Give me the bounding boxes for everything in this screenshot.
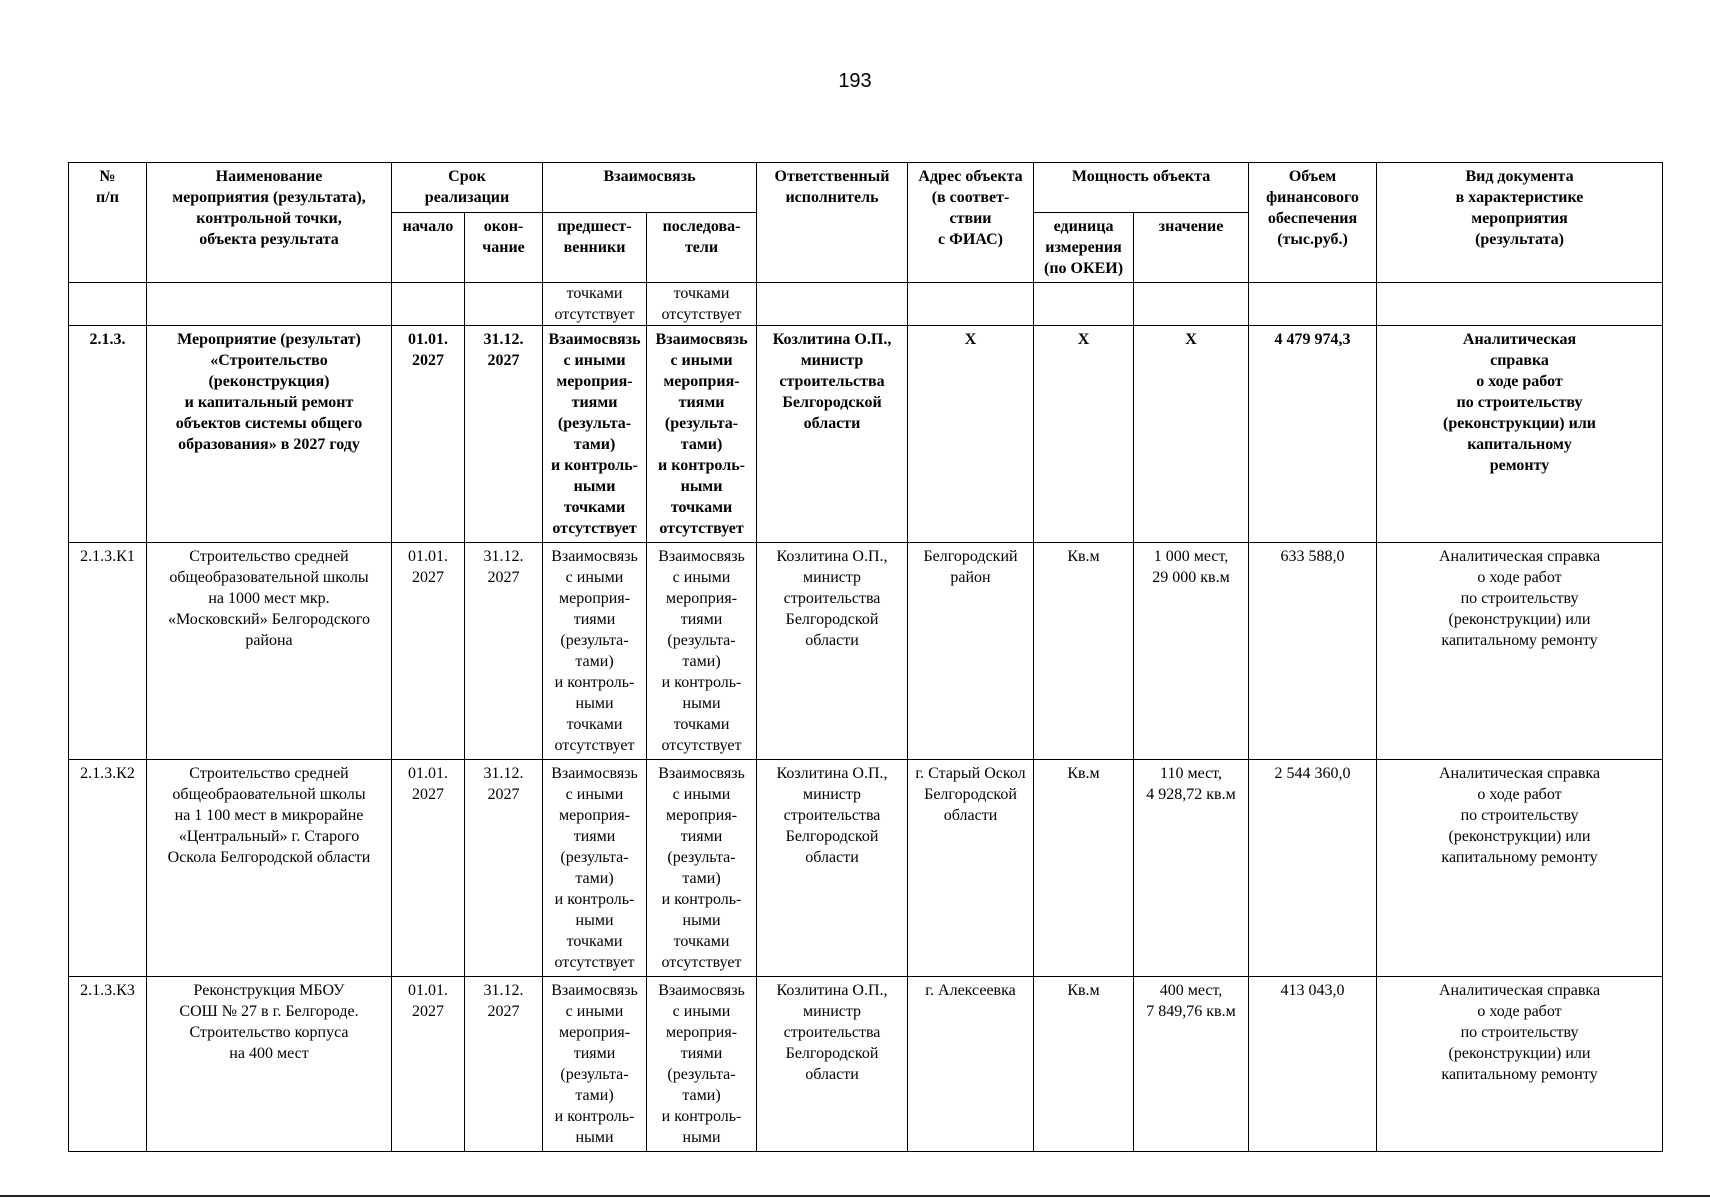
cell-funding: 4 479 974,3 xyxy=(1249,326,1377,543)
header-name: Наименование мероприятия (результата), контрольной точки, объекта результата xyxy=(147,163,392,283)
table-row xyxy=(69,760,1663,977)
cell-next: точками отсутствует xyxy=(647,283,757,326)
cell-empty xyxy=(757,283,908,326)
cell-empty xyxy=(1249,283,1377,326)
cell-unit: Кв.м xyxy=(1034,543,1134,760)
cell-name: Реконструкция МБОУ СОШ № 27 в г. Белгороде. Строительство корпуса на 400 мест xyxy=(147,977,392,1152)
cell-unit: Кв.м xyxy=(1034,977,1134,1152)
cell-next: Взаимосвязь с иными мероприя- тиями (результа- тами) и контроль- ными точками отсутствует xyxy=(647,543,757,760)
cell-prev: Взаимосвязь с иными мероприя- тиями (результа- тами) и контроль- ными точками отсутствует xyxy=(543,326,647,543)
cell-next: Взаимосвязь с иными мероприя- тиями (результа- тами) и контроль- ными точками отсутствует xyxy=(647,326,757,543)
cell-value: 1 000 мест, 29 000 кв.м xyxy=(1134,543,1249,760)
cell-next: Взаимосвязь с иными мероприя- тиями (результа- тами) и контроль- ными точками отсутствует xyxy=(647,760,757,977)
cell-name: Строительство средней общеобраовательной школы на 1 100 мест в микрорайне «Центральный» г. Старого Оскола Белгородской области xyxy=(147,760,392,977)
header-capacity-unit: единица измерения (по ОКЕИ) xyxy=(1034,213,1134,283)
cell-doc: Аналитическая справка о ходе работ по строительству (реконструкции) или капитальному ремонту xyxy=(1377,760,1663,977)
cell-value: 400 мест, 7 849,76 кв.м xyxy=(1134,977,1249,1152)
header-relation-prev: предшест- венники xyxy=(543,213,647,283)
cell-empty xyxy=(908,283,1034,326)
header-funding: Объем финансового обеспечения (тыс.руб.) xyxy=(1249,163,1377,283)
cell-funding: 2 544 360,0 xyxy=(1249,760,1377,977)
cell-empty xyxy=(69,283,147,326)
cell-empty xyxy=(1377,283,1663,326)
cell-address: г. Старый Оскол Белгородской области xyxy=(908,760,1034,977)
header-num: № п/п xyxy=(69,163,147,283)
header-capacity: Мощность объекта xyxy=(1034,163,1249,213)
cell-prev: Взаимосвязь с иными мероприя- тиями (результа- тами) и контроль- ными точками отсутствует xyxy=(543,543,647,760)
cell-end: 31.12. 2027 xyxy=(465,760,543,977)
cell-value: 110 мест, 4 928,72 кв.м xyxy=(1134,760,1249,977)
cell-executor: Козлитина О.П., министр строительства Белгородской области xyxy=(757,326,908,543)
cell-end: 31.12. 2027 xyxy=(465,977,543,1152)
cell-name: Мероприятие (результат) «Строительство (реконструкция) и капитальный ремонт объектов системы общего образования» в 2027 году xyxy=(147,326,392,543)
header-doc-type: Вид документа в характеристике мероприятия (результата) xyxy=(1377,163,1663,283)
cell-name: Строительство средней общеобразовательной школы на 1000 мест мкр. «Московский» Белгородского района xyxy=(147,543,392,760)
cell-end: 31.12. 2027 xyxy=(465,326,543,543)
cell-num: 2.1.3. xyxy=(69,326,147,543)
table-row xyxy=(69,977,1663,1152)
table-row xyxy=(69,326,1663,543)
header-address: Адрес объекта (в соответ- ствии с ФИАС) xyxy=(908,163,1034,283)
page-number: 193 xyxy=(838,70,872,92)
cell-start: 01.01. 2027 xyxy=(392,543,465,760)
cell-prev: Взаимосвязь с иными мероприя- тиями (результа- тами) и контроль- ными точками отсутствует xyxy=(543,760,647,977)
cell-executor: Козлитина О.П., министр строительства Белгородской области xyxy=(757,977,908,1152)
cell-empty xyxy=(465,283,543,326)
cell-doc: Аналитическая справка о ходе работ по строительству (реконструкции) или капитальному ремонту xyxy=(1377,977,1663,1152)
cell-num: 2.1.3.К3 xyxy=(69,977,147,1152)
cell-empty xyxy=(392,283,465,326)
activities-table xyxy=(68,162,1663,1152)
cell-prev: Взаимосвязь с иными мероприя- тиями (результа- тами) и контроль- ными xyxy=(543,977,647,1152)
table-row xyxy=(69,543,1663,760)
cell-doc: Аналитическая справка о ходе работ по строительству (реконструкции) или капитальному ремонту xyxy=(1377,543,1663,760)
cell-funding: 633 588,0 xyxy=(1249,543,1377,760)
cell-end: 31.12. 2027 xyxy=(465,543,543,760)
header-term-start: начало xyxy=(392,213,465,283)
cell-funding: 413 043,0 xyxy=(1249,977,1377,1152)
cell-start: 01.01. 2027 xyxy=(392,326,465,543)
cell-empty xyxy=(1034,283,1134,326)
header-relation-next: последова- тели xyxy=(647,213,757,283)
cell-address: Х xyxy=(908,326,1034,543)
cell-doc: Аналитическая справка о ходе работ по строительству (реконструкции) или капитальному ремонту xyxy=(1377,326,1663,543)
cell-next: Взаимосвязь с иными мероприя- тиями (результа- тами) и контроль- ными xyxy=(647,977,757,1152)
scan-edge-line xyxy=(0,1195,1710,1197)
cell-num: 2.1.3.К1 xyxy=(69,543,147,760)
cell-empty xyxy=(147,283,392,326)
cell-executor: Козлитина О.П., министр строительства Белгородской области xyxy=(757,543,908,760)
cell-num: 2.1.3.К2 xyxy=(69,760,147,977)
cell-value: Х xyxy=(1134,326,1249,543)
cell-prev: точками отсутствует xyxy=(543,283,647,326)
header-capacity-value: значение xyxy=(1134,213,1249,283)
header-executor: Ответственный исполнитель xyxy=(757,163,908,283)
cell-address: Белгородский район xyxy=(908,543,1034,760)
continuation-row xyxy=(69,283,1663,326)
header-relation: Взаимосвязь xyxy=(543,163,757,213)
cell-unit: Кв.м xyxy=(1034,760,1134,977)
cell-start: 01.01. 2027 xyxy=(392,977,465,1152)
cell-start: 01.01. 2027 xyxy=(392,760,465,977)
header-term: Срок реализации xyxy=(392,163,543,213)
cell-unit: Х xyxy=(1034,326,1134,543)
cell-address: г. Алексеевка xyxy=(908,977,1034,1152)
cell-empty xyxy=(1134,283,1249,326)
header-term-end: окон- чание xyxy=(465,213,543,283)
cell-executor: Козлитина О.П., министр строительства Белгородской области xyxy=(757,760,908,977)
